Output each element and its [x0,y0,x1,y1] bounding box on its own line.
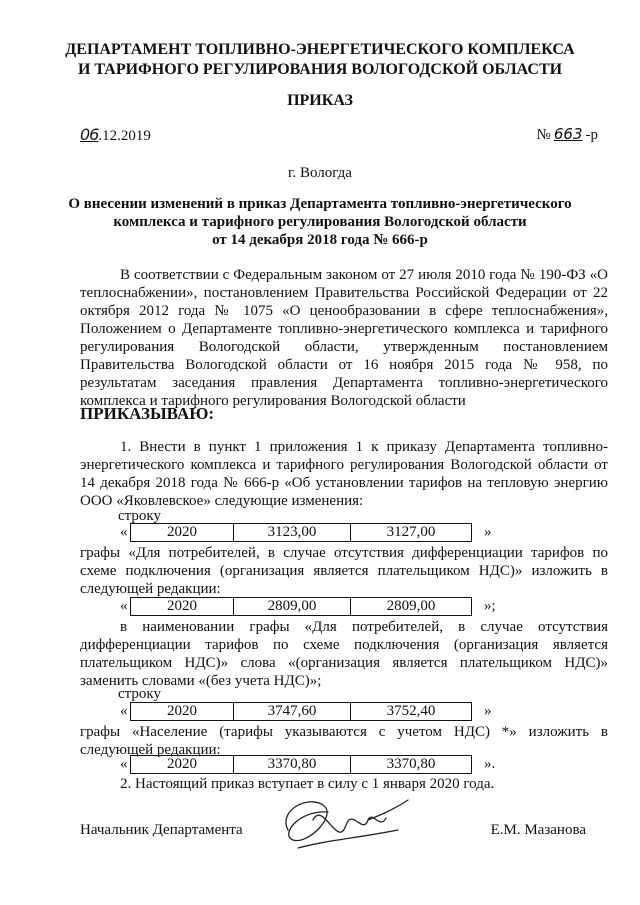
header-line-1: ДЕПАРТАМЕНТ ТОПЛИВНО-ЭНЕРГЕТИЧЕСКОГО КОМПЛЕКСА [65,41,575,58]
item-1-paragraph: 1. Внести в пункт 1 приложения 1 к приказу Департамента топливно-энергетического комплекса и тарифного регулирования Вологодской области от 14 декабря 2018 года № 666-р «Об установлении тарифов на тепловую энергию ООО «Яковлевское» следующие изменения: [80,439,608,509]
table-row [131,524,472,542]
table-row [131,703,472,721]
item-2-paragraph: 2. Настоящий приказ вступает в силу с 1 января 2020 года. [120,776,495,792]
number-suffix: -р [585,127,598,143]
table-row [131,598,472,616]
signer-position: Начальник Департамента [80,822,243,838]
number-prefix: № [536,127,551,143]
cell-year: 2020 [131,598,234,616]
cell-year: 2020 [131,756,234,774]
cell-value-1: 3123,00 [234,524,351,542]
cell-value-1: 3747,60 [234,703,351,721]
grafy-paragraph-1: графы «Для потребителей, в случае отсутствия дифференциации тарифов по схеме подключения (организация является плательщиком НДС)» изложить в следующей редакции: [80,545,608,597]
cell-value-2: 3752,40 [351,703,472,721]
table-row [131,756,472,774]
subject-line-1: О внесении изменений в приказ Департамента топливно-энергетического [68,196,572,212]
department-header [40,40,600,80]
prikazyvayu-heading: ПРИКАЗЫВАЮ: [80,404,215,423]
naimenovanie-paragraph: в наименовании графы «Для потребителей, в случае отсутствия дифференциации тарифов по схеме подключения (организация является плательщиком НДС)» слова «(организация является плательщиком НДС)» заменить словами «(без учета НДС)»; [80,619,608,689]
quote-open-2: « [120,598,128,614]
order-number [537,125,598,144]
header-line-2: И ТАРИФНОГО РЕГУЛИРОВАНИЯ ВОЛОГОДСКОЙ ОБЛАСТИ [77,61,563,78]
quote-open-1: « [120,524,128,540]
city: г. Вологда [288,165,352,181]
cell-value-2: 3370,80 [351,756,472,774]
quote-close-4: ». [484,756,496,772]
quote-close-2: »; [484,598,496,614]
date-rest: .12.2019 [98,128,151,144]
tariff-row-table-1 [130,523,472,542]
number-value-handwritten: 663 [553,125,583,143]
quote-close-3: » [484,703,492,719]
quote-open-3: « [120,703,128,719]
grafy-paragraph-2: графы «Население (тарифы указываются с учетом НДС) *» изложить в следующей редакции: [80,724,608,758]
subject-line-2: комплекса и тарифного регулирования Вологодской области [113,214,527,230]
signature-icon [268,790,418,860]
subject-line-3: от 14 декабря 2018 года № 666-р [212,232,428,248]
cell-value-1: 2809,00 [234,598,351,616]
order-subject [60,195,580,249]
signer-name: Е.М. Мазанова [490,822,586,838]
cell-value-2: 2809,00 [351,598,472,616]
quote-close-1: » [484,524,492,540]
order-date [80,125,151,145]
tariff-row-table-3 [130,702,472,721]
date-day-handwritten: 06 [80,125,99,144]
cell-year: 2020 [131,703,234,721]
order-title: ПРИКАЗ [287,92,353,109]
stroku-label-1: строку [118,508,161,524]
cell-value-2: 3127,00 [351,524,472,542]
tariff-row-table-4 [130,755,472,774]
quote-open-4: « [120,756,128,772]
cell-value-1: 3370,80 [234,756,351,774]
preamble-paragraph: В соответствии с Федеральным законом от 27 июля 2010 года № 190-ФЗ «О теплоснабжении», постановлением Правительства Российской Федерации от 22 октября 2012 года № 1075 «О ценообразовании в сфере теплоснабжения», Положением о Департаменте топливно-энергетического комплекса и тарифного регулирования Вологодской области, утвержденным постановлением Правительства Вологодской области от 16 ноября 2015 года № 958, по результатам заседания правления Департамента топливно-энергетического комплекса и тарифного регулирования Вологодской области [80,267,608,409]
stroku-label-2: строку [118,686,161,702]
cell-year: 2020 [131,524,234,542]
tariff-row-table-2 [130,597,472,616]
